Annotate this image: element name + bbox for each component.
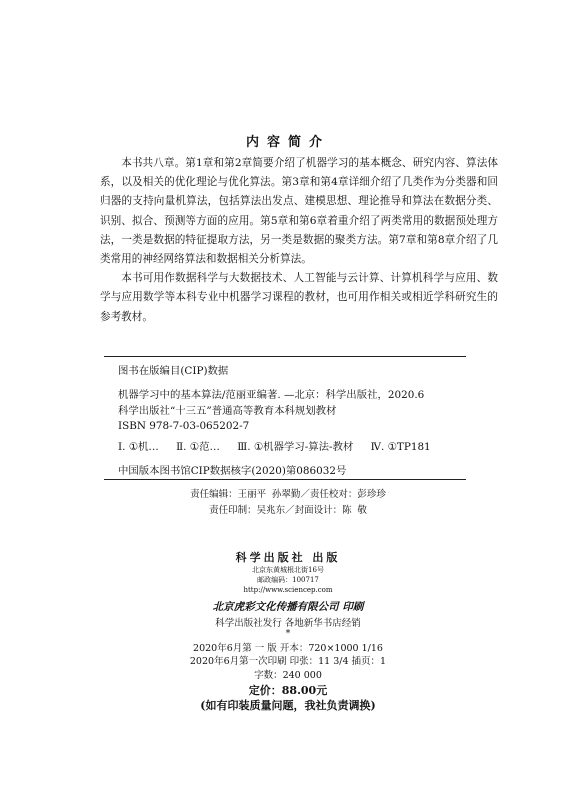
cip-number: 中国版本图书馆CIP数据核字(2020)第086032号	[118, 465, 347, 477]
edition-line: 2020年6月第 一 版 开本：720×1000 1/16	[193, 643, 383, 654]
publisher-name: 科学出版社 出版	[235, 551, 341, 564]
cip-classification: Ⅰ. ①机…	[118, 441, 159, 453]
production-credits: 责任印制：吴兆东／封面设计：陈 敬	[209, 505, 367, 516]
publisher-website: http://www.sciencep.com	[243, 586, 333, 594]
summary-paragraph: 本书共八章。第1章和第2章简要介绍了机器学习的基本概念、研究内容、算法体系，以及相关的优化理论与优化算法。第3章和第4章详细介绍了几类作为分类器和回归器的支持向量机算法，包括算法出发点、建模思想、理论推导和算法在数据分类、识别、拟合、预测等方面的应用。第5章和第6章着重介绍了两类常用的数据预处理方法，一类是数据的特征提取方法，另一类是数据的聚类方法。第7章和第8章介绍了几类常用的神经网络算法和数据相关分析算法。	[100, 157, 498, 266]
quality-notice: (如有印装质量问题，我社负责调换)	[200, 699, 376, 712]
cip-bottom-rule	[104, 479, 466, 480]
publisher-address: 北京东黄城根北街16号	[252, 566, 324, 574]
printer-name: 北京虎彩文化传播有限公司 印刷	[212, 601, 364, 613]
editor-credits: 责任编辑：王丽平 孙翠勤／责任校对：彭珍珍	[190, 489, 386, 500]
summary-paragraph: 本书可用作数据科学与大数据技术、人工智能与云计算、计算机科学与应用、数学与应用数学等本科专业中机器学习课程的教材，也可用作相关或相近学科研究生的参考教材。	[100, 272, 498, 323]
summary-body	[100, 154, 498, 327]
cip-series: 科学出版社“十三五”普通高等教育本科规划教材	[118, 405, 337, 417]
cip-top-rule	[104, 356, 466, 357]
summary-title: 内容简介	[245, 135, 330, 150]
cip-classification: Ⅱ. ①范…	[176, 441, 220, 453]
distribution-line: 科学出版社发行 各地新华书店经销	[215, 618, 361, 629]
printing-line: 2020年6月第一次印刷 印张：11 3/4 插页：1	[189, 656, 387, 667]
cip-classification: Ⅳ. ①TP181	[370, 441, 431, 453]
cip-classification: Ⅲ. ①机器学习-算法-教材	[237, 441, 354, 453]
cip-isbn: ISBN 978-7-03-065202-7	[118, 420, 250, 432]
cip-citation: 机器学习中的基本算法/范丽亚编著. —北京：科学出版社，2020.6	[118, 389, 425, 401]
publisher-postcode: 邮政编码：100717	[257, 576, 319, 584]
cip-heading: 图书在版编目(CIP)数据	[118, 365, 229, 377]
separator-star: *	[285, 628, 291, 639]
cip-classifications	[118, 438, 445, 453]
price: 定价：88.00元	[248, 684, 328, 697]
word-count: 字数：240 000	[254, 670, 322, 681]
